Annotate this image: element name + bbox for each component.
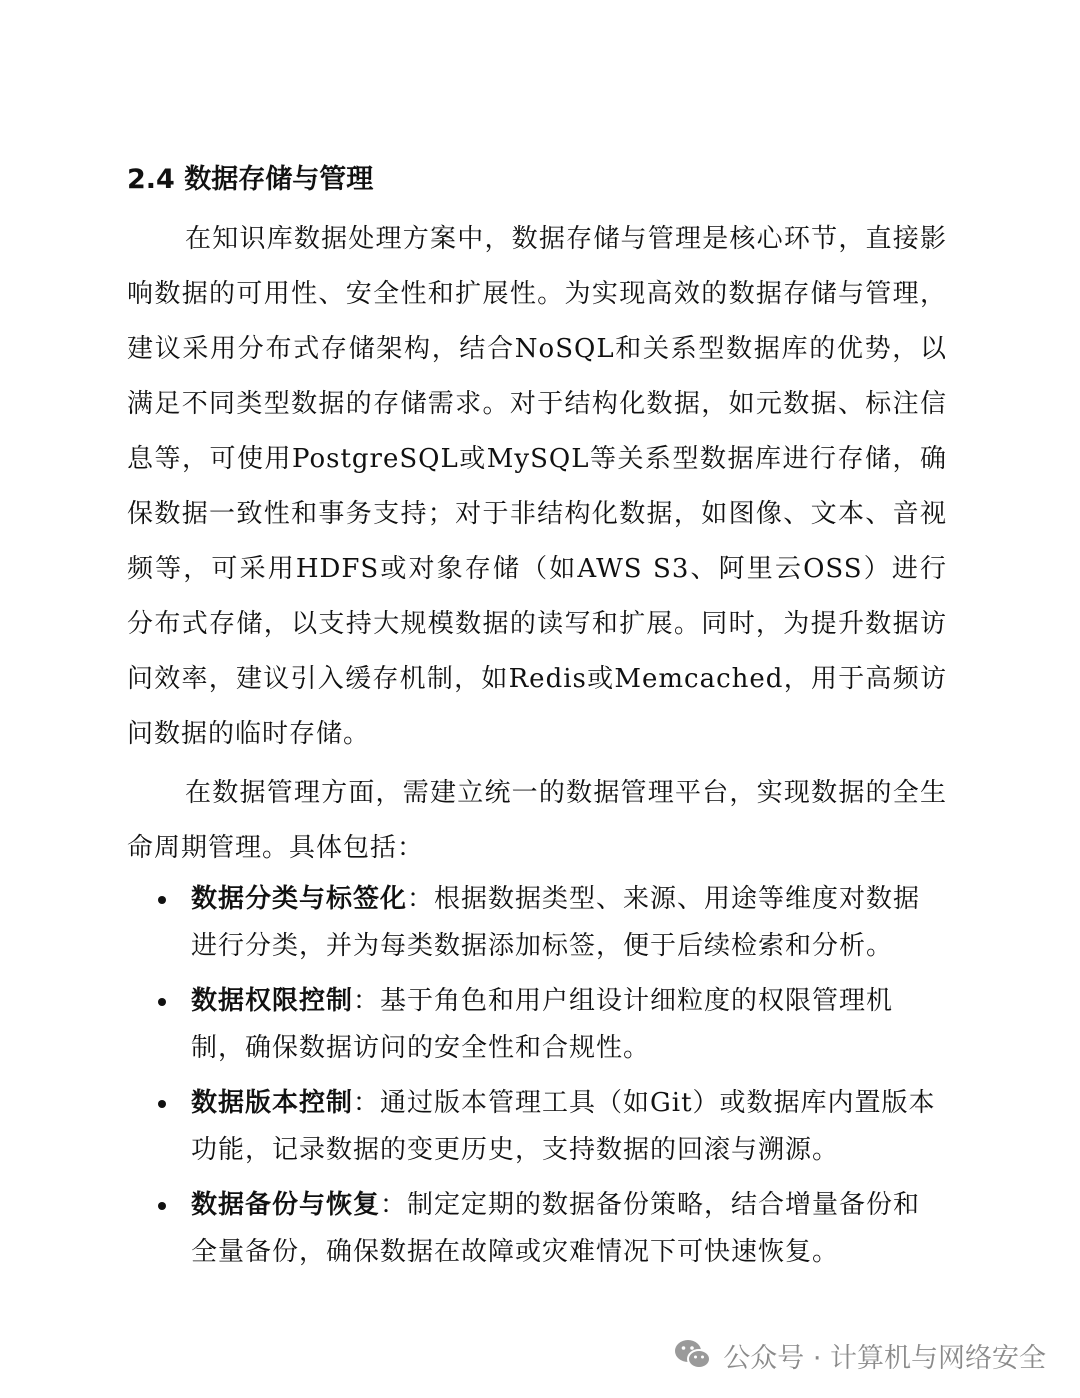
list-item xyxy=(127,1080,947,1174)
bullet-term: 数据分类与标签化 xyxy=(191,884,408,914)
section-heading: 2.4 数据存储与管理 xyxy=(127,164,374,195)
wechat-icon xyxy=(673,1338,713,1372)
bullet-list xyxy=(127,876,947,1284)
watermark-text: 公众号 · 计算机与网络安全 xyxy=(723,1342,1046,1374)
bullet-dot-icon xyxy=(158,1100,166,1108)
list-item xyxy=(127,1182,947,1276)
bullet-text: ：制定定期的数据备份策略，结合增量备份和全量备份，确保数据在故障或灾难情况下可快速恢复。 xyxy=(191,1190,921,1267)
bullet-dot-icon xyxy=(158,896,166,904)
bullet-dot-icon xyxy=(158,998,166,1006)
bullet-text: ：根据数据类型、来源、用途等维度对数据进行分类，并为每类数据添加标签，便于后续检索和分析。 xyxy=(191,884,921,961)
paragraph-management: 在数据管理方面，需建立统一的数据管理平台，实现数据的全生命周期管理。具体包括： xyxy=(127,778,947,863)
bullet-text: ：通过版本管理工具（如Git）或数据库内置版本功能，记录数据的变更历史，支持数据的回滚与溯源。 xyxy=(191,1088,936,1165)
bullet-term: 数据版本控制 xyxy=(191,1088,354,1118)
paragraph-storage: 在知识库数据处理方案中，数据存储与管理是核心环节，直接影响数据的可用性、安全性和扩展性。为实现高效的数据存储与管理，建议采用分布式存储架构，结合NoSQL和关系型数据库的优势，以满足不同类型数据的存储需求。对于结构化数据，如元数据、标注信息等，可使用PostgreSQL或MySQL等关系型数据库进行存储，确保数据一致性和事务支持；对于非结构化数据，如图像、文本、音视频等，可采用HDFS或对象存储（如AWS S3、阿里云OSS）进行分布式存储，以支持大规模数据的读写和扩展。同时，为提升数据访问效率，建议引入缓存机制，如Redis或Memcached，用于高频访问数据的临时存储。 xyxy=(127,224,947,749)
list-item xyxy=(127,978,947,1072)
bullet-dot-icon xyxy=(158,1202,166,1210)
bullet-text: ：基于角色和用户组设计细粒度的权限管理机制，确保数据访问的安全性和合规性。 xyxy=(191,986,894,1063)
bullet-term: 数据备份与恢复 xyxy=(191,1190,381,1220)
bullet-term: 数据权限控制 xyxy=(191,986,354,1016)
list-item xyxy=(127,876,947,970)
watermark xyxy=(673,1335,1046,1375)
